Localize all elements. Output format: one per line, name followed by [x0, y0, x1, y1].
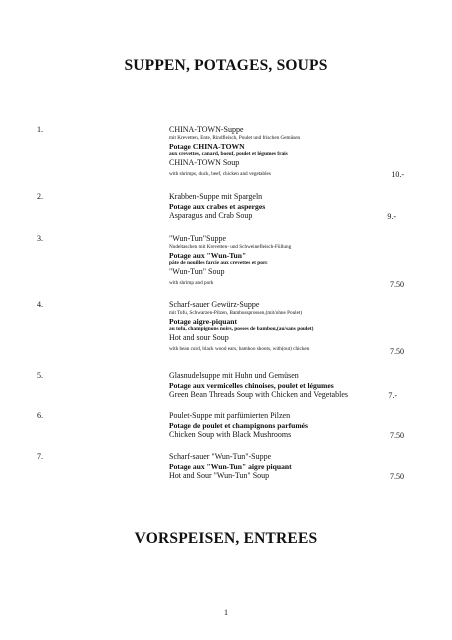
item-detail-de: mit Tofu, Schwarzen-Pilzen, Bambussprossen,(mit/ohne Poulet)	[169, 310, 303, 316]
item-number: 2.	[37, 192, 43, 201]
item-price: 9.-	[387, 212, 396, 221]
item-name-de: Scharf-sauer Gewürz-Suppe	[169, 300, 260, 309]
item-name-de: Glasnudelsuppe mit Huhn und Gemüsen	[169, 371, 299, 380]
item-number: 5.	[37, 371, 43, 380]
item-name-fr: Potage aux "Wun-Tun" aigre piquant	[169, 462, 292, 471]
item-name-de: Krabben-Suppe mit Spargeln	[169, 192, 263, 201]
item-detail-fr: pâte de nouilles farcie aux crevettes et porc	[169, 260, 268, 266]
item-name-en: Asparagus and Crab Soup	[169, 211, 253, 220]
item-price: 7.50	[390, 431, 404, 440]
item-number: 1.	[37, 125, 43, 134]
item-description	[169, 411, 409, 440]
item-detail-de: Nudeltaschen mit Krevetten- und Schweinefleisch-Füllung	[169, 244, 292, 250]
item-detail-de: mit Krevetten, Ente, Rindfleisch, Poulet und frischen Gemüsen	[169, 135, 301, 141]
item-name-en: CHINA-TOWN Soup	[169, 158, 240, 167]
item-price: 10.-	[391, 170, 404, 179]
item-name-en: Hot and sour Soup	[169, 333, 229, 342]
item-name-fr: Potage aux vermicelles chinoises, poulet et légumes	[169, 381, 334, 390]
item-price: 7.-	[388, 391, 397, 400]
item-number: 3.	[37, 234, 43, 243]
item-name-fr: Potage aigre-piquant	[169, 317, 237, 326]
item-detail-en: with bean curd, black wood ears, bamboo shoots, with(out) chicken	[169, 346, 310, 352]
item-price: 7.50	[390, 280, 404, 289]
item-description	[169, 371, 409, 400]
item-detail-en: with shrimps, duck, beef, chicken and vegetables	[169, 171, 271, 177]
item-detail-fr: au tofu, champignons noirs, posses de bambou,(au/sans poulet)	[169, 326, 314, 332]
section-title-soups: SUPPEN, POTAGES, SOUPS	[124, 57, 328, 74]
item-price: 7.50	[390, 347, 404, 356]
item-description	[169, 234, 409, 287]
item-name-fr: Potage aux "Wun-Tun"	[169, 251, 247, 260]
item-name-fr: Potage de poulet et champignons parfumés	[169, 421, 309, 430]
item-description	[169, 452, 409, 481]
item-name-de: CHINA-TOWN-Suppe	[169, 125, 244, 134]
item-name-fr: Potage aux crabes et asperges	[169, 202, 266, 211]
page-number: 1	[224, 608, 228, 617]
item-name-de: Poulet-Suppe mit parfümierten Pilzen	[169, 411, 291, 420]
item-name-en: Green Bean Threads Soup with Chicken and Vegetables	[169, 390, 348, 399]
item-name-de: "Wun-Tun"Suppe	[169, 234, 227, 243]
item-number: 4.	[37, 300, 43, 309]
item-detail-fr: aux crevettes, canard, boeuf, poulet et légumes frais	[169, 151, 288, 157]
item-name-en: "Wun-Tun" Soup	[169, 267, 225, 276]
item-name-de: Scharf-sauer "Wun-Tun"-Suppe	[169, 452, 272, 461]
item-name-en: Hot and Sour "Wun-Tun" Soup	[169, 471, 270, 480]
item-number: 7.	[37, 452, 43, 461]
item-description	[169, 300, 409, 353]
section-title-starters: VORSPEISEN, ENTREES	[134, 530, 318, 547]
item-price: 7.50	[390, 472, 404, 481]
item-number: 6.	[37, 411, 43, 420]
item-name-en: Chicken Soup with Black Mushrooms	[169, 430, 292, 439]
item-detail-en: with shrimp and pork	[169, 280, 214, 286]
item-description	[169, 125, 409, 178]
item-description	[169, 192, 409, 221]
item-name-fr: Potage CHINA-TOWN	[169, 142, 245, 151]
